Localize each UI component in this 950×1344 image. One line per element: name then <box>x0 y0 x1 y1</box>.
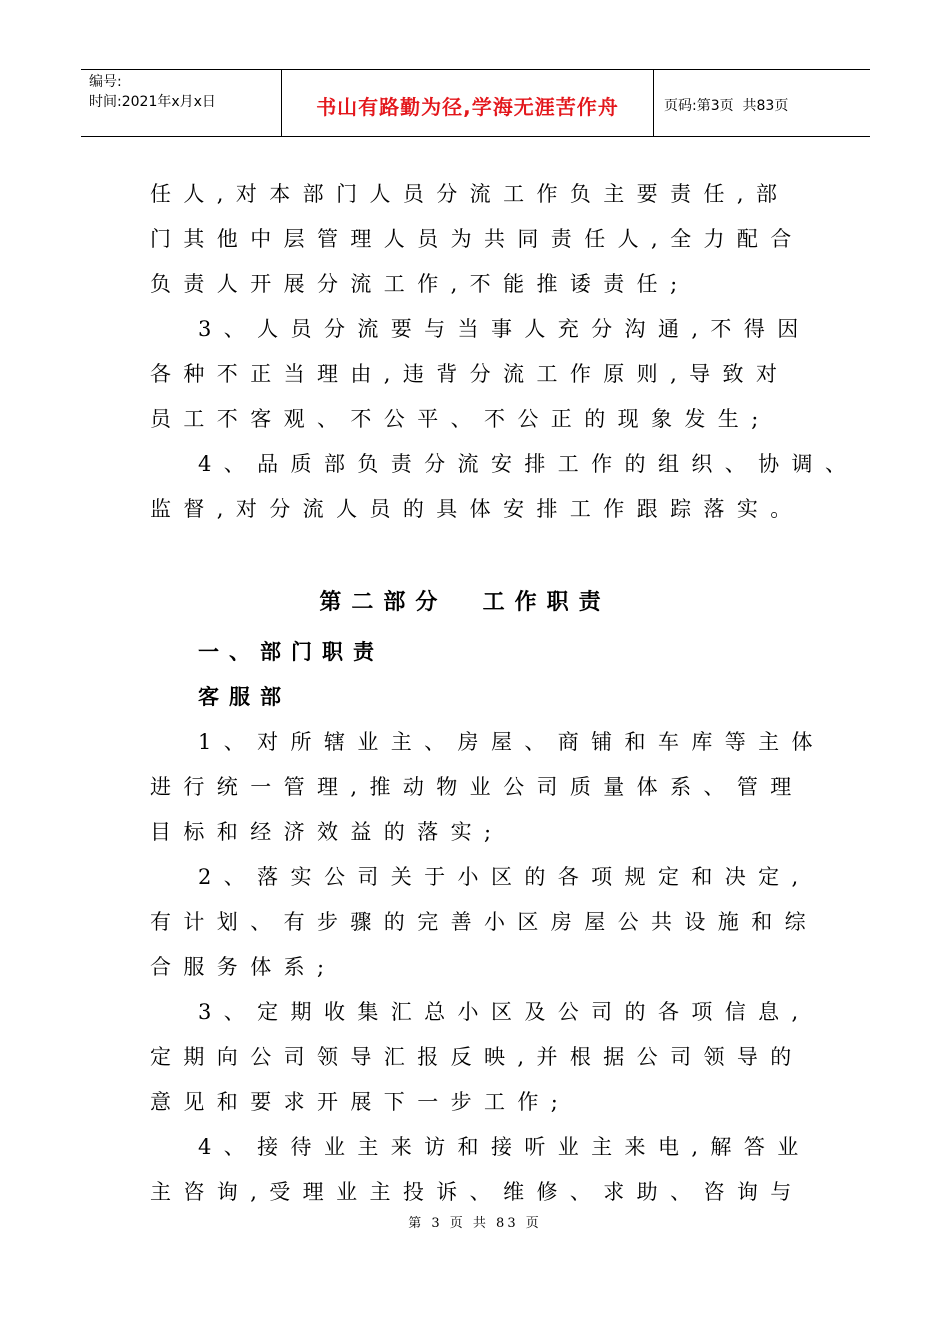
dept-line: 目标和经济效益的落实; <box>150 820 504 844</box>
dept-line: 主咨询,受理业主投诉、维修、求助、咨询与 <box>150 1180 804 1204</box>
dept-line: 4、接待业主来访和接听业主来电,解答业 <box>198 1135 811 1159</box>
dept-line: 进行统一管理,推动物业公司质量体系、管理 <box>150 775 804 799</box>
body-line: 任人,对本部门人员分流工作负主要责任,部 <box>150 182 790 206</box>
header-motto-cell <box>282 70 654 136</box>
body-line: 员工不客观、不公平、不公正的现象发生; <box>150 407 771 431</box>
document-number-label: 编号: <box>89 74 122 90</box>
header-page-info: 页码:第3页 共83页 <box>664 98 789 114</box>
dept-line: 2、落实公司关于小区的各项规定和决定, <box>198 865 811 889</box>
document-time-label: 时间:2021年x月x日 <box>89 94 216 110</box>
section-spacer <box>150 532 800 576</box>
document-body <box>150 172 859 1215</box>
dept-line: 有计划、有步骤的完善小区房屋公共设施和综 <box>150 910 818 934</box>
body-line: 4、品质部负责分流安排工作的组织、协调、 <box>198 452 859 476</box>
header-motto: 书山有路勤为径,学海无涯苦作舟 <box>316 94 619 119</box>
section-title: 第二部分 工作职责 <box>319 590 611 615</box>
subsection-title: 一、部门职责 <box>198 640 384 664</box>
body-line: 监督,对分流人员的具体安排工作跟踪落实。 <box>150 497 804 521</box>
header-page-cell <box>654 70 870 136</box>
dept-line: 3、定期收集汇总小区及公司的各项信息, <box>198 1000 811 1024</box>
page-footer: 第 3 页 共 83 页 <box>408 1216 542 1231</box>
body-line: 负责人开展分流工作,不能推诿责任; <box>150 272 690 296</box>
department-title: 客服部 <box>198 685 291 709</box>
body-line: 门其他中层管理人员为共同责任人,全力配合 <box>150 227 804 251</box>
body-line: 3、人员分流要与当事人充分沟通,不得因 <box>198 317 811 341</box>
header-meta-cell <box>81 70 282 136</box>
dept-line: 意见和要求开展下一步工作; <box>150 1090 571 1114</box>
document-header <box>81 69 870 137</box>
dept-line: 合服务体系; <box>150 955 337 979</box>
dept-line: 定期向公司领导汇报反映,并根据公司领导的 <box>150 1045 804 1069</box>
dept-line: 1、对所辖业主、房屋、商铺和车库等主体 <box>198 730 825 754</box>
body-line: 各种不正当理由,违背分流工作原则,导致对 <box>150 362 790 386</box>
